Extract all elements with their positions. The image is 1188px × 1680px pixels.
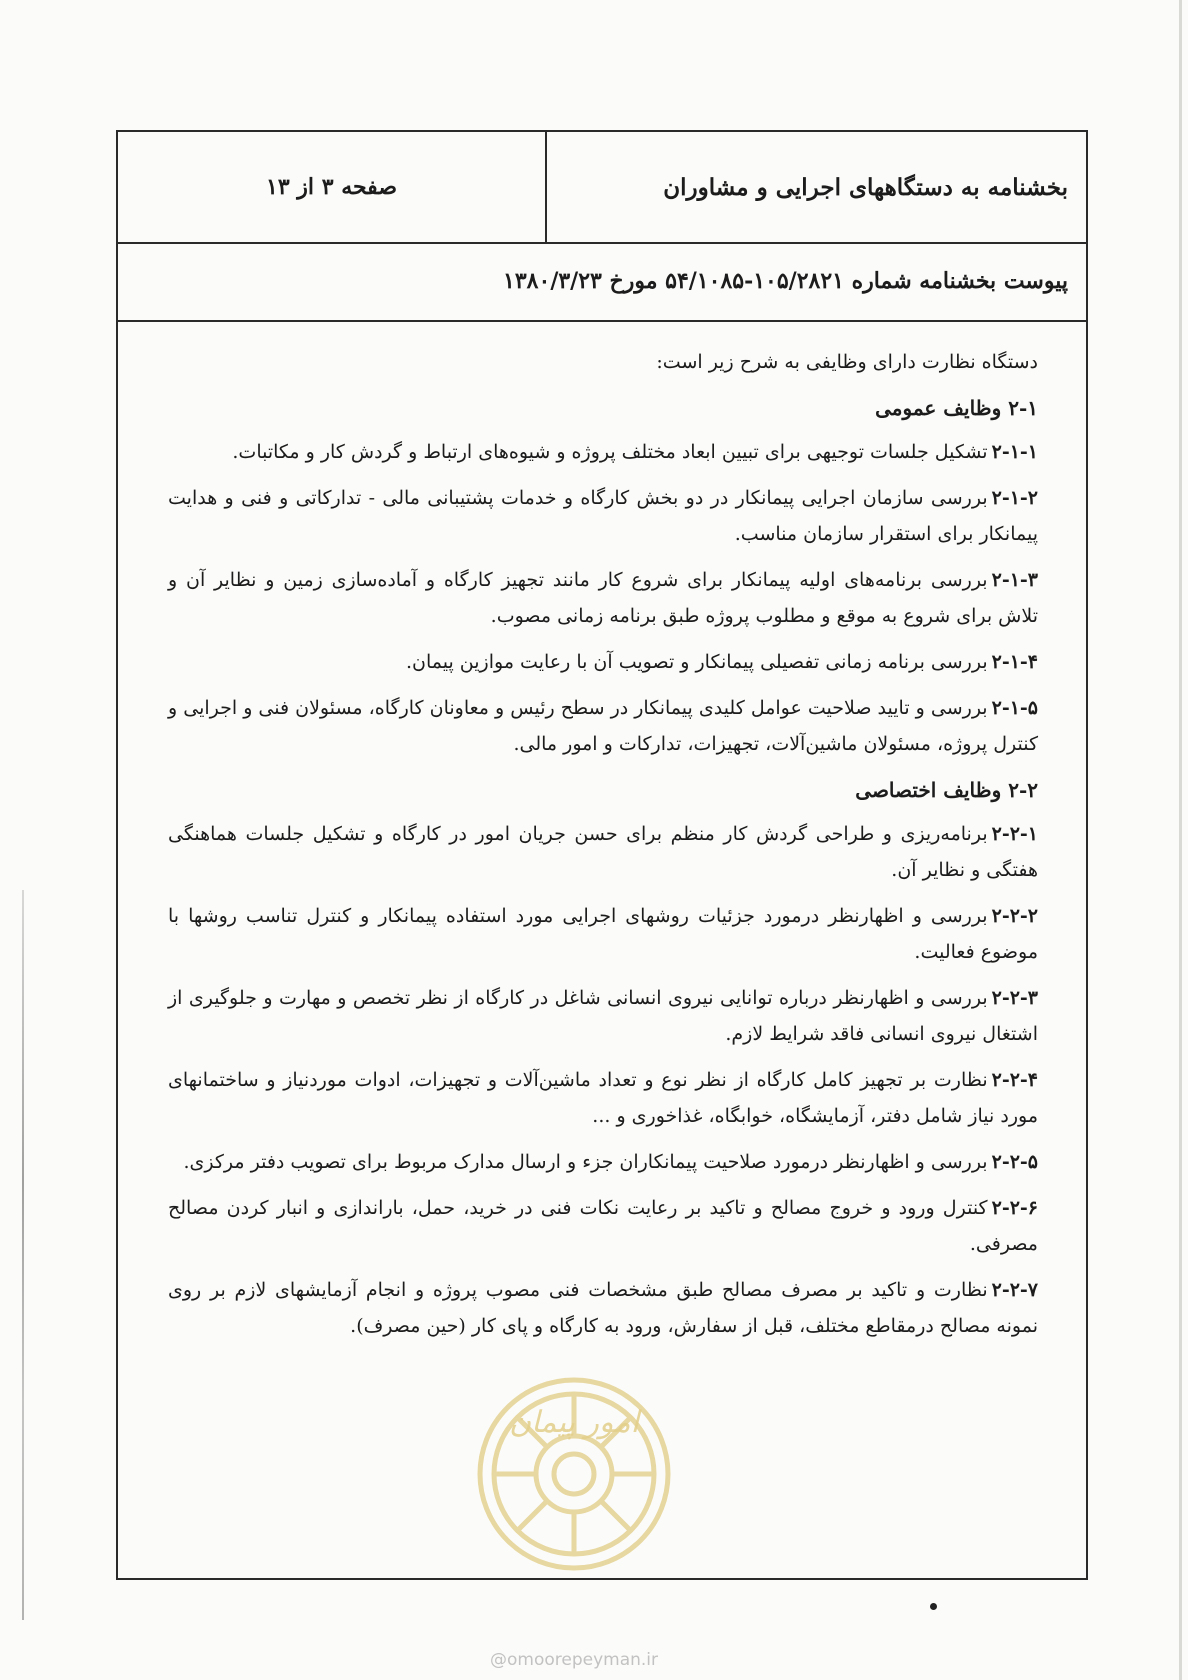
item-text: نظارت و تاکید بر مصرف مصالح طبق مشخصات فنی مصوب پروژه و انجام آزمایشهای لازم بر روی نمونه مصالح درمقاطع مختلف، قبل از سفارش، ورود به کارگاه و پای کار (حین مصرف).: [168, 1279, 1038, 1337]
list-item: [168, 644, 1038, 680]
circular-reference: پیوست بخشنامه شماره ۱۰۵/۲۸۲۱-۵۴/۱۰۸۵ مورخ ۱۳۸۰/۳/۲۳: [118, 242, 1086, 322]
list-item: [168, 690, 1038, 762]
intro-text: دستگاه نظارت دارای وظایفی به شرح زیر است:: [656, 351, 1038, 373]
document-body: [118, 322, 1086, 1354]
item-text: بررسی و اظهارنظر درباره توانایی نیروی انسانی شاغل در کارگاه از نظر تخصص و مهارت و جلوگیری از اشتغال نیروی انسانی فاقد شرایط لازم.: [168, 987, 1038, 1045]
item-text: کنترل ورود و خروج مصالح و تاکید بر رعایت نکات فنی در خرید، حمل، باراندازی و انبار کردن مصالح مصرفی.: [168, 1197, 1038, 1255]
item-number: ۲-۲-۴: [991, 1069, 1038, 1091]
list-item: [168, 1144, 1038, 1180]
item-text: بررسی برنامه زمانی تفصیلی پیمانکار و تصویب آن با رعایت موازین پیمان.: [405, 651, 988, 673]
item-text: برنامه‌ریزی و طراحی گردش کار منظم برای حسن جریان امور در کارگاه و تشکیل جلسات هماهنگی هفتگی و نظایر آن.: [168, 823, 1038, 881]
item-number: ۲-۲-۷: [991, 1279, 1038, 1301]
page-number: صفحه ۳ از ۱۳: [266, 174, 397, 200]
list-item: [168, 1190, 1038, 1262]
stamp-logo: [472, 1372, 677, 1577]
item-text: بررسی و اظهارنظر درمورد جزئیات روشهای اجرایی مورد استفاده پیمانکار و کنترل تناسب روشها با موضوع فعالیت.: [168, 905, 1038, 963]
item-text: بررسی و اظهارنظر درمورد صلاحیت پیمانکاران جزء و ارسال مدارک مربوط برای تصویب دفتر مرکزی.: [183, 1151, 988, 1173]
header-row: [118, 132, 1086, 244]
item-text: بررسی و تایید صلاحیت عوامل کلیدی پیمانکار در سطح رئیس و معاونان کارگاه، مسئولان فنی و اجرایی و کنترل پروژه، مسئولان ماشین‌آلات، تجهیزات، تدارکات و امور مالی.: [168, 697, 1038, 755]
list-item: [168, 434, 1038, 470]
scan-edge-right: [1179, 0, 1182, 1680]
watermark: @omoorepeyman.ir: [490, 1650, 659, 1670]
section-specific-duties: [168, 772, 1038, 1344]
item-text: نظارت بر تجهیز کامل کارگاه از نظر نوع و تعداد ماشین‌آلات و تجهیزات، ادوات موردنیاز و ساختمانهای مورد نیاز شامل دفتر، آزمایشگاه، خوابگاه، غذاخوری و ...: [168, 1069, 1038, 1127]
item-number: ۲-۱-۴: [991, 651, 1038, 673]
item-number: ۲-۲-۳: [991, 987, 1038, 1009]
item-text: بررسی سازمان اجرایی پیمانکار در دو بخش کارگاه و خدمات پشتیبانی مالی - تدارکاتی و فنی و هدایت پیمانکار برای استقرار سازمان مناسب.: [168, 487, 1038, 545]
list-item: [168, 480, 1038, 552]
stamp-text: امور پیمان: [509, 1405, 639, 1440]
list-item: [168, 980, 1038, 1052]
item-text: بررسی برنامه‌های اولیه پیمانکار برای شروع کار مانند تجهیز کارگاه و آماده‌سازی زمین و نظایر آن و تلاش برای شروع به موقع و مطلوب پروژه طبق برنامه زمانی مصوب.: [168, 569, 1038, 627]
item-text: تشکیل جلسات توجیهی برای تبیین ابعاد مختلف پروژه و شیوه‌های ارتباط و گردش کار و مکاتبات.: [232, 441, 988, 463]
item-number: ۲-۲-۶: [991, 1197, 1038, 1219]
list-item: [168, 898, 1038, 970]
document-frame: [116, 130, 1088, 1580]
item-number: ۲-۲-۱: [991, 823, 1038, 845]
list-item: [168, 816, 1038, 888]
item-number: ۲-۲-۵: [991, 1151, 1038, 1173]
list-item: [168, 1062, 1038, 1134]
scan-edge-left: [22, 890, 24, 1620]
list-item: [168, 562, 1038, 634]
section-general-duties: [168, 390, 1038, 762]
item-number: ۲-۱-۱: [991, 441, 1038, 463]
section-heading: ۲-۲ وظایف اختصاصی: [855, 778, 1038, 802]
item-number: ۲-۲-۲: [991, 905, 1038, 927]
circular-title: بخشنامه به دستگاههای اجرایی و مشاوران: [545, 132, 1086, 242]
list-item: [168, 1272, 1038, 1344]
item-number: ۲-۱-۳: [991, 569, 1038, 591]
item-number: ۲-۱-۲: [991, 487, 1038, 509]
section-heading: ۲-۱ وظایف عمومی: [875, 396, 1038, 420]
item-number: ۲-۱-۵: [991, 697, 1038, 719]
ink-dot: [930, 1603, 937, 1610]
